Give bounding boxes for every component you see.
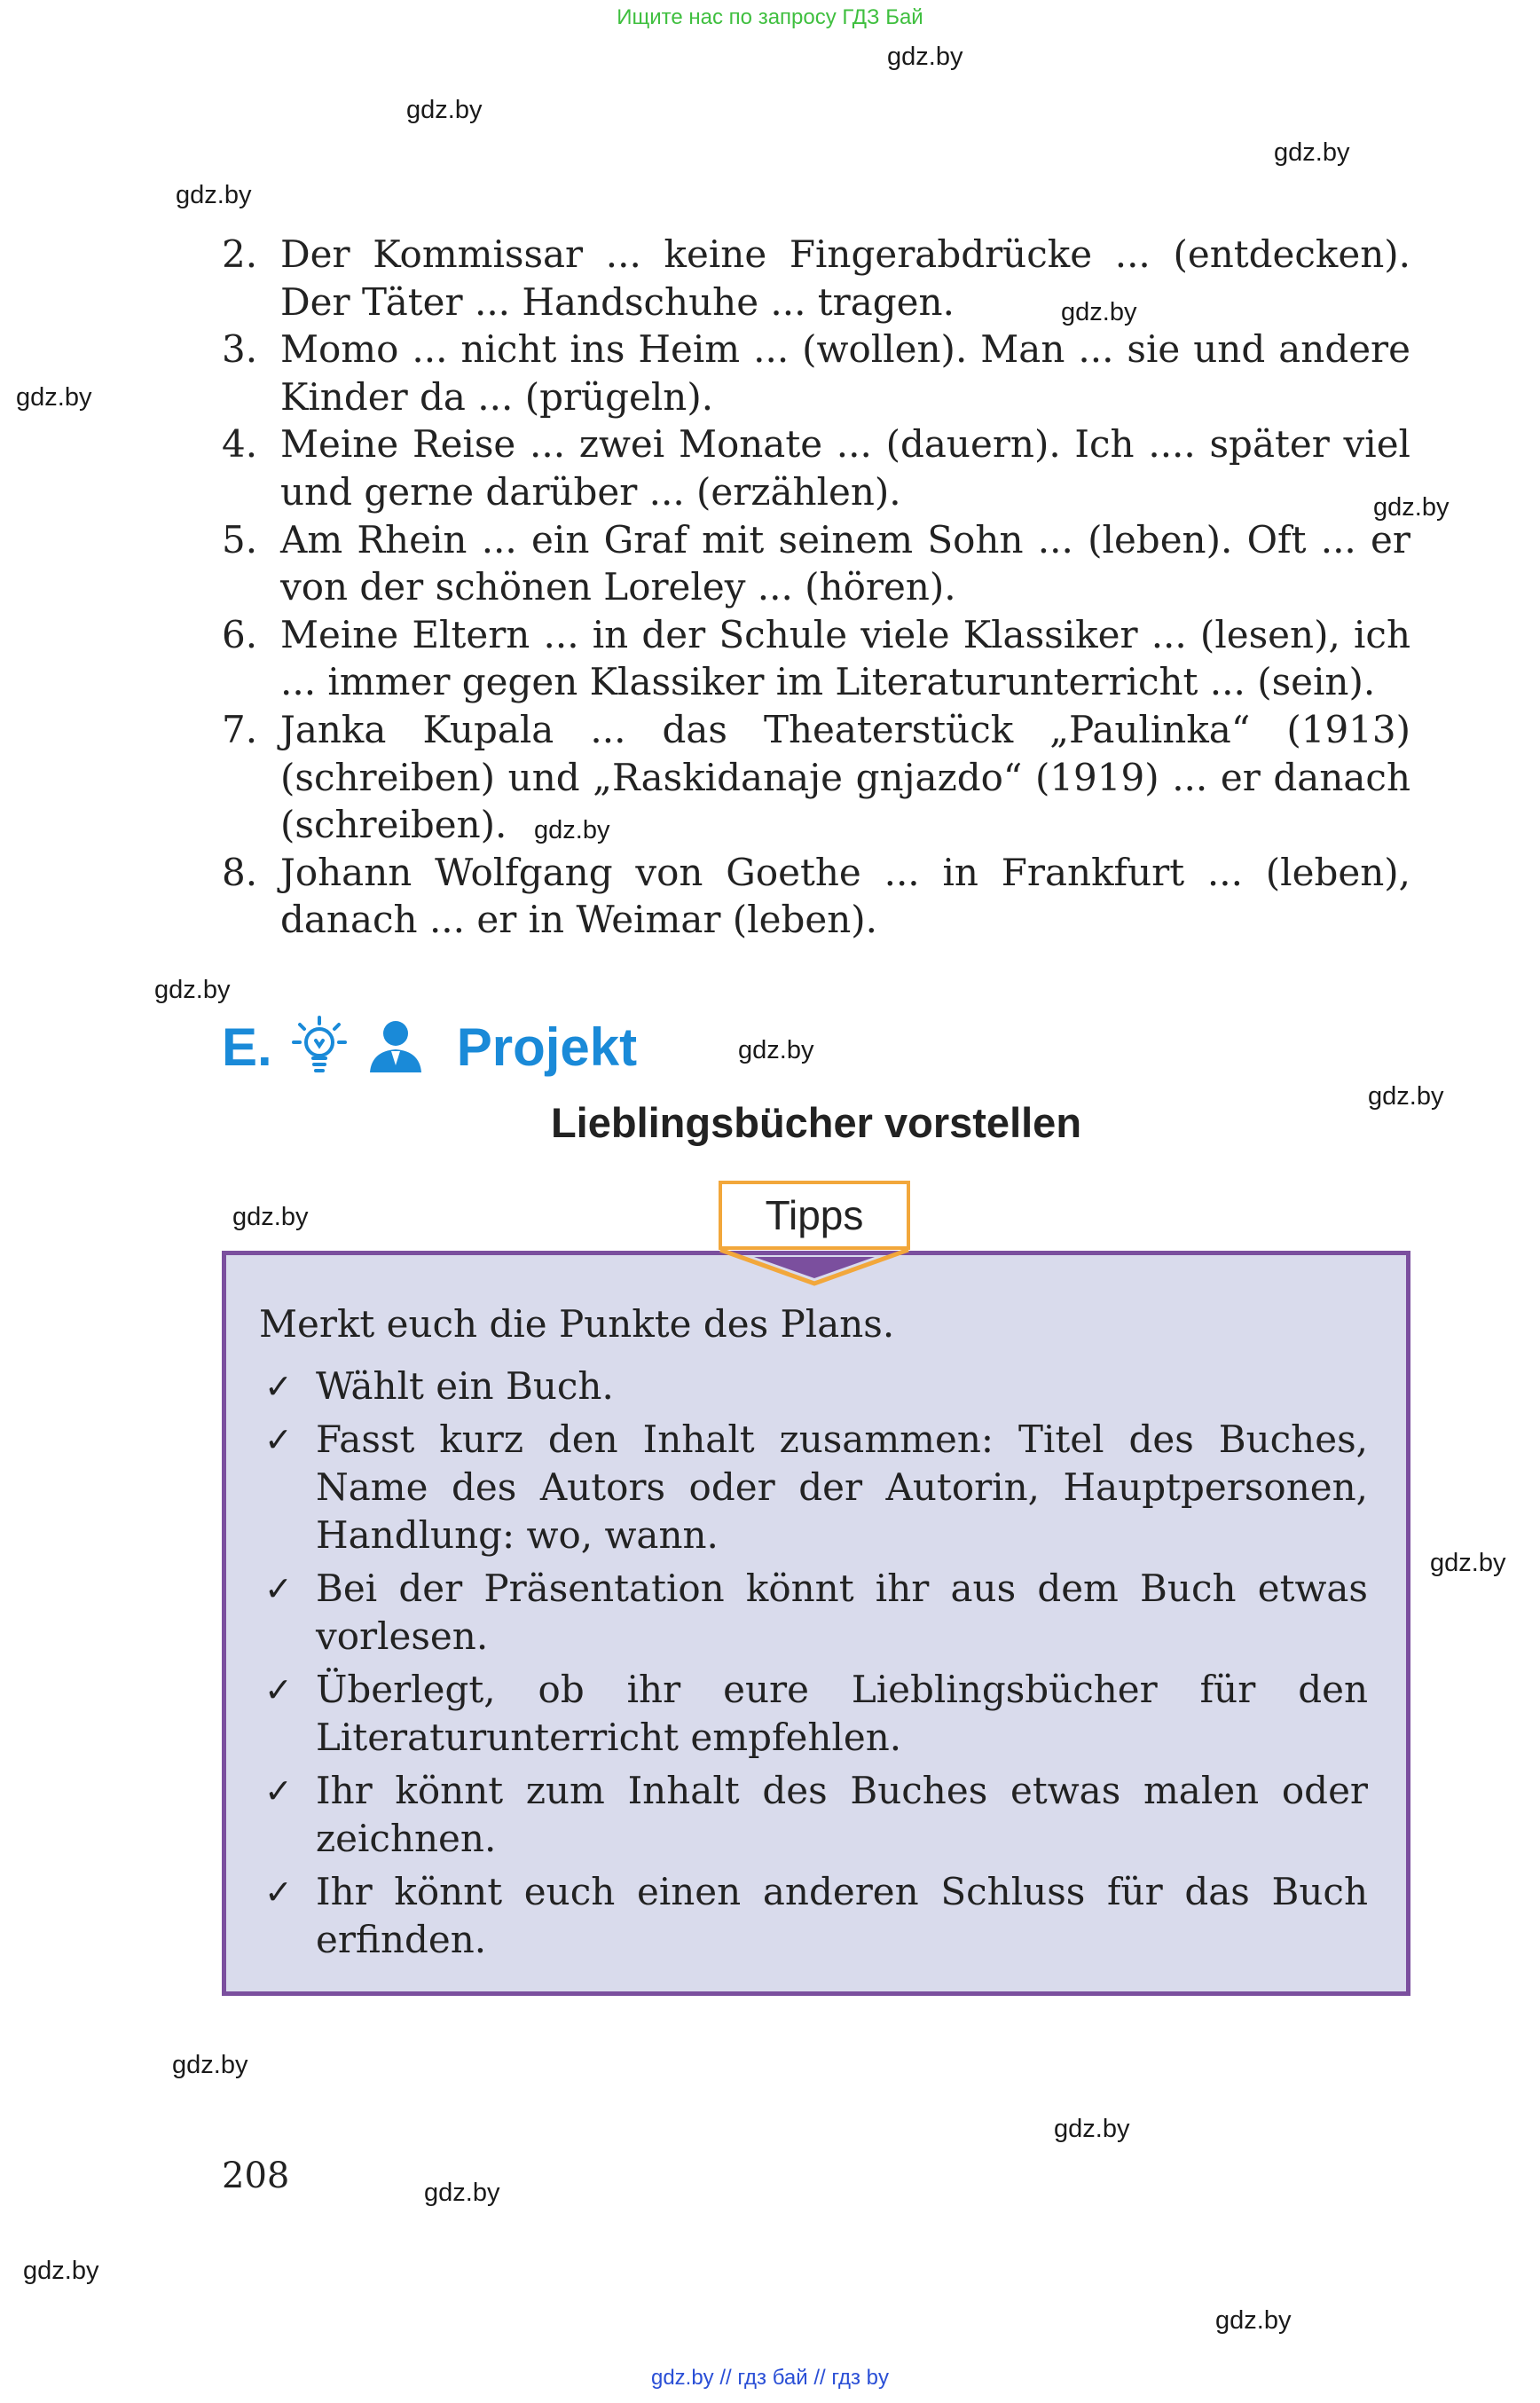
exercise-item — [222, 420, 1410, 515]
watermark: gdz.by — [406, 96, 483, 124]
exercise-number: 5. — [222, 517, 258, 561]
check-icon: ✓ — [264, 1873, 293, 1912]
watermark: gdz.by — [232, 1203, 309, 1231]
exercise-item — [222, 611, 1410, 706]
exercise-item — [222, 231, 1410, 326]
tipps-list — [259, 1362, 1368, 1969]
tipps-item — [259, 1868, 1368, 1964]
exercise-text: Meine Reise ... zwei Monate ... (dauern). Ich .... später viel und gerne darüber ... (erzählen). — [280, 422, 1410, 514]
check-icon: ✓ — [264, 1771, 293, 1810]
tipps-item-text: Ihr könnt euch einen anderen Schluss für das Buch erfinden. — [316, 1870, 1368, 1961]
exercise-text: Johann Wolfgang von Goethe ... in Frankfurt ... (leben), danach ... er in Weimar (leben). — [280, 850, 1410, 942]
check-icon: ✓ — [264, 1367, 293, 1406]
watermark: gdz.by — [1054, 2115, 1130, 2143]
tipps-item — [259, 1767, 1368, 1863]
exercise-text: Momo ... nicht ins Heim ... (wollen). Man ... sie und andere Kinder da ... (prügeln). — [280, 327, 1410, 419]
tipps-tab: Tipps — [719, 1181, 910, 1250]
watermark: gdz.by — [172, 2051, 248, 2079]
exercise-text: Janka Kupala ... das Theaterstück „Paulinka“ (1913) (schreiben) und „Raskidanaje gnjazdo“ (1919) ... er danach (schreiben). — [280, 707, 1410, 847]
tipps-intro: Merkt euch die Punkte des Plans. — [259, 1302, 895, 1346]
exercise-number: 4. — [222, 422, 258, 467]
exercise-number: 7. — [222, 707, 258, 751]
check-icon: ✓ — [264, 1420, 293, 1459]
tipps-item-text: Wählt ein Buch. — [316, 1364, 614, 1408]
tipps-item-text: Fasst kurz den Inhalt zusammen: Titel des Buches, Name des Autors oder der Autorin, Hauptpersonen, Handlung: wo, wann. — [316, 1417, 1368, 1557]
watermark: gdz.by — [1274, 138, 1350, 167]
watermark: gdz.by — [1373, 493, 1450, 522]
bottom-banner[interactable]: gdz.by // гдз бай // гдз by — [650, 2366, 890, 2390]
exercise-number: 8. — [222, 850, 258, 894]
watermark: gdz.by — [534, 816, 610, 844]
watermark: gdz.by — [1061, 298, 1137, 326]
exercise-text: Meine Eltern ... in der Schule viele Klassiker ... (lesen), ich ... immer gegen Klassiker im Literaturunterricht ... (sein). — [280, 612, 1410, 704]
watermark: gdz.by — [154, 976, 231, 1004]
watermark: gdz.by — [1215, 2306, 1292, 2335]
lightbulb-icon — [292, 1014, 347, 1080]
project-title: Projekt — [456, 1017, 638, 1077]
watermark: gdz.by — [738, 1036, 814, 1064]
exercise-text: Am Rhein ... ein Graf mit seinem Sohn ... (leben). Oft ... er von der schönen Loreley ... (hören). — [280, 517, 1410, 609]
exercise-item — [222, 516, 1410, 611]
exercise-item — [222, 706, 1410, 849]
page-number: 208 — [222, 2156, 290, 2196]
exercise-number: 3. — [222, 327, 258, 372]
tipps-item-text: Ihr könnt zum Inhalt des Buches etwas malen oder zeichnen. — [316, 1769, 1368, 1860]
project-heading — [222, 1007, 637, 1087]
exercise-list — [222, 231, 1410, 944]
exercise-number: 2. — [222, 232, 258, 276]
tipps-item — [259, 1666, 1368, 1762]
tipps-item-text: Überlegt, ob ihr eure Lieblingsbücher für den Literaturunterricht empfehlen. — [316, 1668, 1368, 1759]
watermark: gdz.by — [1430, 1549, 1506, 1577]
exercise-item — [222, 326, 1410, 420]
tipps-item — [259, 1416, 1368, 1559]
check-icon: ✓ — [264, 1569, 293, 1608]
watermark: gdz.by — [1368, 1082, 1444, 1111]
watermark: gdz.by — [176, 181, 252, 209]
exercise-item — [222, 849, 1410, 944]
tipps-arrow — [719, 1246, 910, 1287]
exercise-text: Der Kommissar ... keine Fingerabdrücke ... (entdecken). Der Täter ... Handschuhe ... tragen. — [280, 232, 1410, 324]
exercise-number: 6. — [222, 612, 258, 656]
watermark: gdz.by — [887, 43, 963, 71]
watermark: gdz.by — [16, 383, 92, 412]
watermark: gdz.by — [424, 2179, 500, 2207]
watermark: gdz.by — [23, 2257, 99, 2285]
project-subtitle: Lieblingsbücher vorstellen — [550, 1099, 1082, 1146]
person-icon — [366, 1016, 425, 1078]
section-letter: E. — [222, 1017, 272, 1077]
tipps-item — [259, 1565, 1368, 1661]
tipps-item — [259, 1362, 1368, 1410]
check-icon: ✓ — [264, 1670, 293, 1709]
tipps-item-text: Bei der Präsentation könnt ihr aus dem Buch etwas vorlesen. — [316, 1567, 1368, 1658]
top-banner: Ищите нас по запросу ГДЗ Бай — [617, 5, 923, 29]
